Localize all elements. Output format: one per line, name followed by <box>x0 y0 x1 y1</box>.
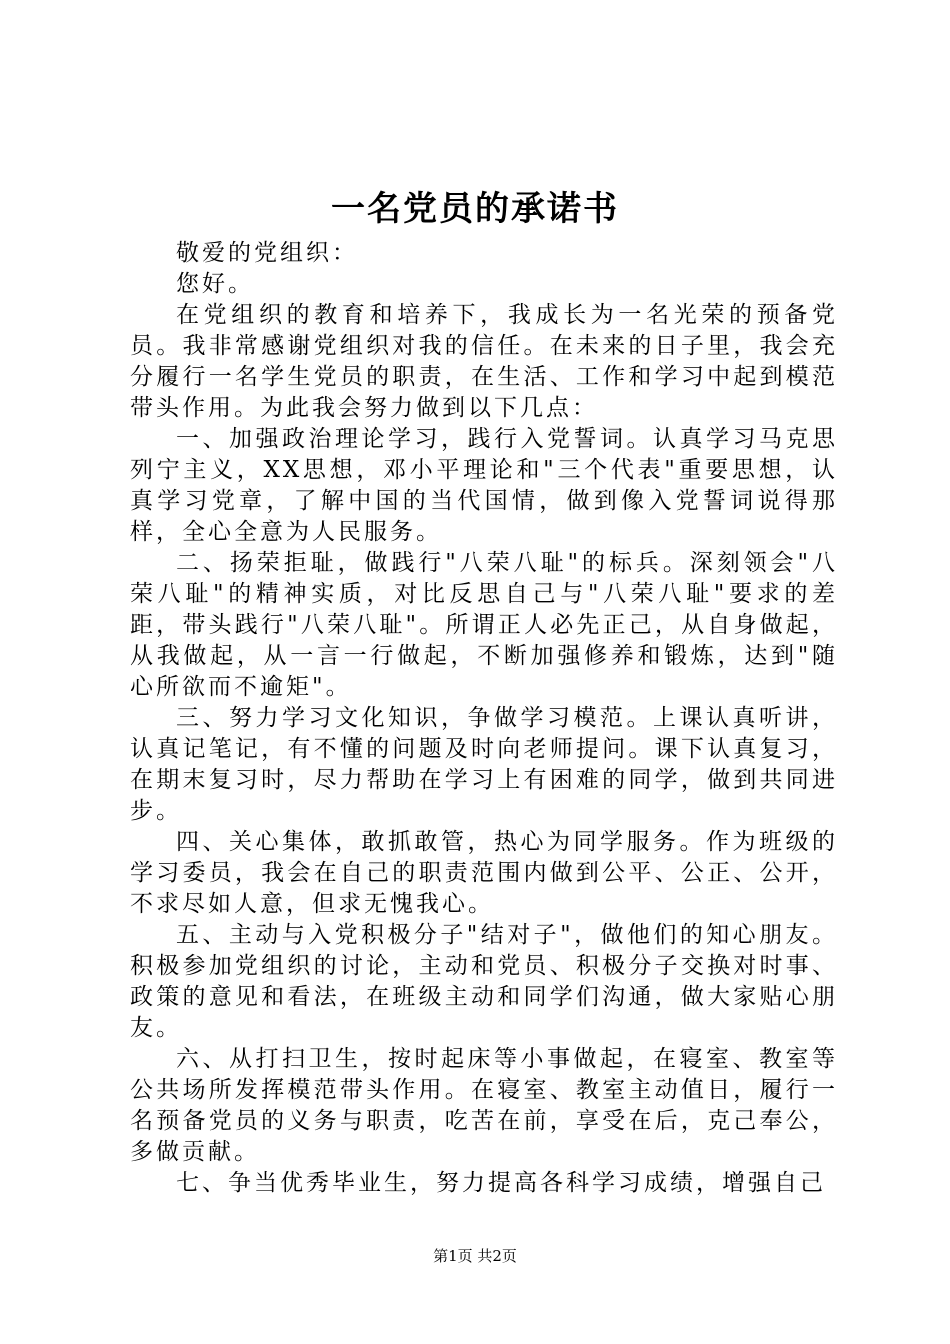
paragraph-point-2: 二、扬荣拒耻，做践行"八荣八耻"的标兵。深刻领会"八荣八耻"的精神实质，对比反思自己与"八荣八耻"要求的差距，带头践行"八荣八耻"。所谓正人必先正己，从自身做起，从我做起，从一言一行做起，不断加强修养和锻炼，达到"随心所欲而不逾矩"。 <box>130 550 838 700</box>
paragraph-point-4: 四、关心集体，敢抓敢管，热心为同学服务。作为班级的学习委员，我会在自己的职责范围内做到公平、公正、公开，不求尽如人意，但求无愧我心。 <box>130 829 838 917</box>
paragraph-intro: 在党组织的教育和培养下，我成长为一名光荣的预备党员。我非常感谢党组织对我的信任。在未来的日子里，我会充分履行一名学生党员的职责，在生活、工作和学习中起到模范带头作用。为此我会努力做到以下几点： <box>130 302 838 421</box>
document-body <box>130 238 838 1199</box>
paragraph-point-6: 六、从打扫卫生，按时起床等小事做起，在寝室、教室等公共场所发挥模范带头作用。在寝室、教室主动值日，履行一名预备党员的义务与职责，吃苦在前，享受在后，克己奉公，多做贡献。 <box>130 1046 838 1165</box>
paragraph-point-7: 七、争当优秀毕业生，努力提高各科学习成绩，增强自己 <box>176 1170 826 1196</box>
page-number-footer: 第1页 共2页 <box>433 1247 517 1265</box>
salutation: 敬爱的党组织： <box>176 240 358 266</box>
paragraph-point-3: 三、努力学习文化知识，争做学习模范。上课认真听讲，认真记笔记，有不懂的问题及时向老师提问。课下认真复习，在期末复习时，尽力帮助在学习上有困难的同学，做到共同进步。 <box>130 705 838 824</box>
greeting: 您好。 <box>176 271 254 297</box>
paragraph-point-5: 五、主动与入党积极分子"结对子"，做他们的知心朋友。积极参加党组织的讨论，主动和党员、积极分子交换对时事、政策的意见和看法，在班级主动和同学们沟通，做大家贴心朋友。 <box>130 922 838 1041</box>
paragraph-point-1: 一、加强政治理论学习，践行入党誓词。认真学习马克思列宁主义，XX思想，邓小平理论和"三个代表"重要思想，认真学习党章，了解中国的当代国情，做到像入党誓词说得那样，全心全意为人民服务。 <box>130 426 838 545</box>
document-title: 一名党员的承诺书 <box>331 189 619 229</box>
